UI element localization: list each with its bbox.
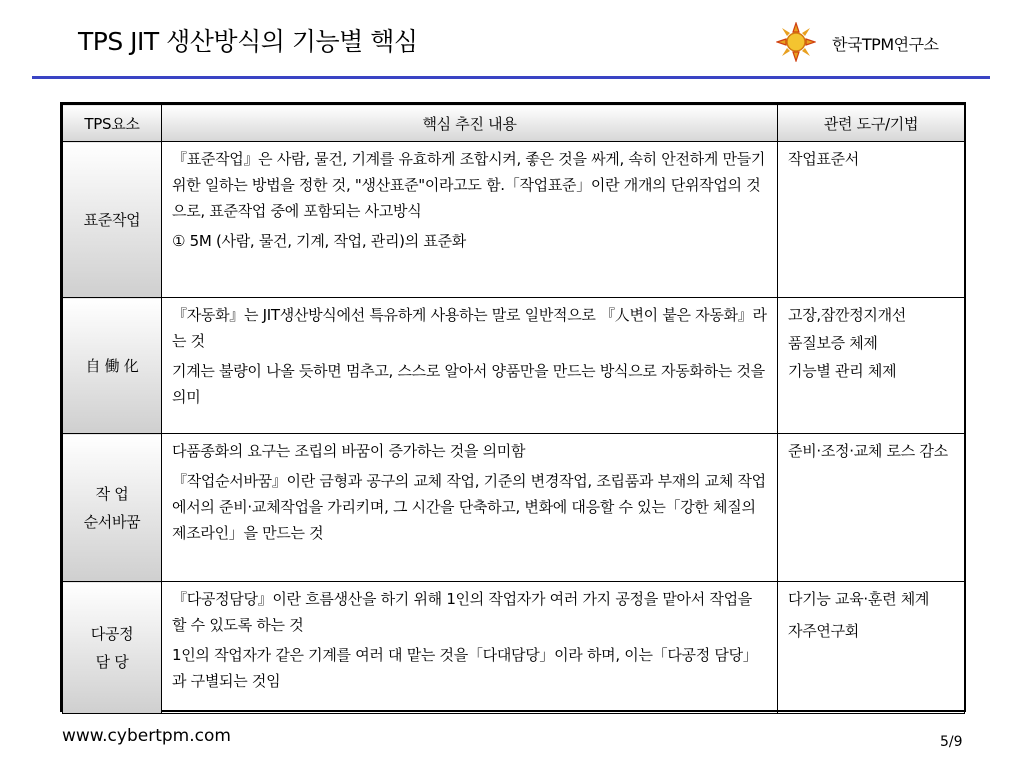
table-row: [63, 582, 965, 714]
tps-table: [62, 104, 965, 714]
content-paragraph: 1인의 작업자가 같은 기계를 여러 대 맡는 것을「다대담당」이라 하며, 이는「다공정 담당」과 구별되는 것임: [172, 646, 758, 690]
tool-item: 자주연구회: [788, 622, 859, 640]
column-header-tools: 관련 도구/기법: [778, 105, 965, 142]
table-row: [63, 434, 965, 582]
page-title: TPS JIT 생산방식의 기능별 핵심: [78, 27, 418, 56]
sun-logo-icon: [776, 22, 816, 62]
row-content: [162, 142, 778, 298]
row-label: [63, 582, 162, 714]
content-paragraph: 『표준작업』은 사람, 물건, 기계를 유효하게 조합시켜, 좋은 것을 싸게, 속히 안전하게 만들기 위한 일하는 방법을 정한 것, "생산표준"이라고도 함.「작업표준」이란 개개의 단위작업의 것으로, 표준작업 중에 포함되는 사고방식: [172, 150, 766, 220]
row-label-line: 自 働 化: [85, 356, 139, 375]
tool-item: 작업표준서: [788, 150, 859, 168]
content-paragraph: 다품종화의 요구는 조립의 바꿈이 증가하는 것을 의미함: [172, 442, 526, 460]
row-label: [63, 298, 162, 434]
row-tools: [778, 298, 965, 434]
content-paragraph: 『다공정담당』이란 흐름생산을 하기 위해 1인의 작업자가 여러 가지 공정을 맡아서 작업을 할 수 있도록 하는 것: [172, 590, 752, 634]
column-header-content: 핵심 추진 내용: [162, 105, 778, 142]
content-paragraph: 기계는 불량이 나올 듯하면 멈추고, 스스로 알아서 양품만을 만드는 방식으로 자동화하는 것을 의미: [172, 362, 765, 406]
row-label-line: 순서바꿈: [83, 512, 141, 531]
content-paragraph: 『작업순서바꿈』이란 금형과 공구의 교체 작업, 기준의 변경작업, 조립품과 부재의 교체 작업에서의 준비·교체작업을 가리키며, 그 시간을 단축하고, 변화에 대응할 수 있는「강한 체질의 제조라인」을 만드는 것: [172, 472, 766, 542]
page-number: 5/9: [940, 734, 963, 750]
website-link[interactable]: www.cybertpm.com: [62, 726, 231, 746]
table-row: [63, 298, 965, 434]
row-content: [162, 298, 778, 434]
content-paragraph: 『자동화』는 JIT생산방식에선 특유하게 사용하는 말로 일반적으로 『人변이 붙은 자동화』라는 것: [172, 306, 767, 350]
row-label-line: 담 당: [95, 652, 129, 671]
column-header-element: TPS요소: [63, 105, 162, 142]
tool-item: 준비·조정·교체 로스 감소: [788, 442, 948, 460]
organization-name: 한국TPM연구소: [832, 35, 939, 54]
tool-item: 품질보증 체제: [788, 334, 878, 352]
row-label-line: 작 업: [95, 484, 129, 503]
header-divider: [32, 76, 990, 79]
table-row: [63, 142, 965, 298]
row-label-line: 다공정: [90, 624, 134, 643]
row-label: [63, 142, 162, 298]
row-label-line: 표준작업: [83, 210, 141, 229]
row-tools: [778, 434, 965, 582]
tool-item: 기능별 관리 체제: [788, 362, 897, 380]
tool-item: 다기능 교육·훈련 체계: [788, 590, 930, 608]
row-tools: [778, 582, 965, 714]
row-tools: [778, 142, 965, 298]
row-content: [162, 582, 778, 714]
tool-item: 고장,잠깐정지개선: [788, 306, 906, 324]
row-label: [63, 434, 162, 582]
content-paragraph: ① 5M (사람, 물건, 기계, 작업, 관리)의 표준화: [172, 232, 466, 250]
row-content: [162, 434, 778, 582]
table-header-row: [63, 105, 965, 142]
